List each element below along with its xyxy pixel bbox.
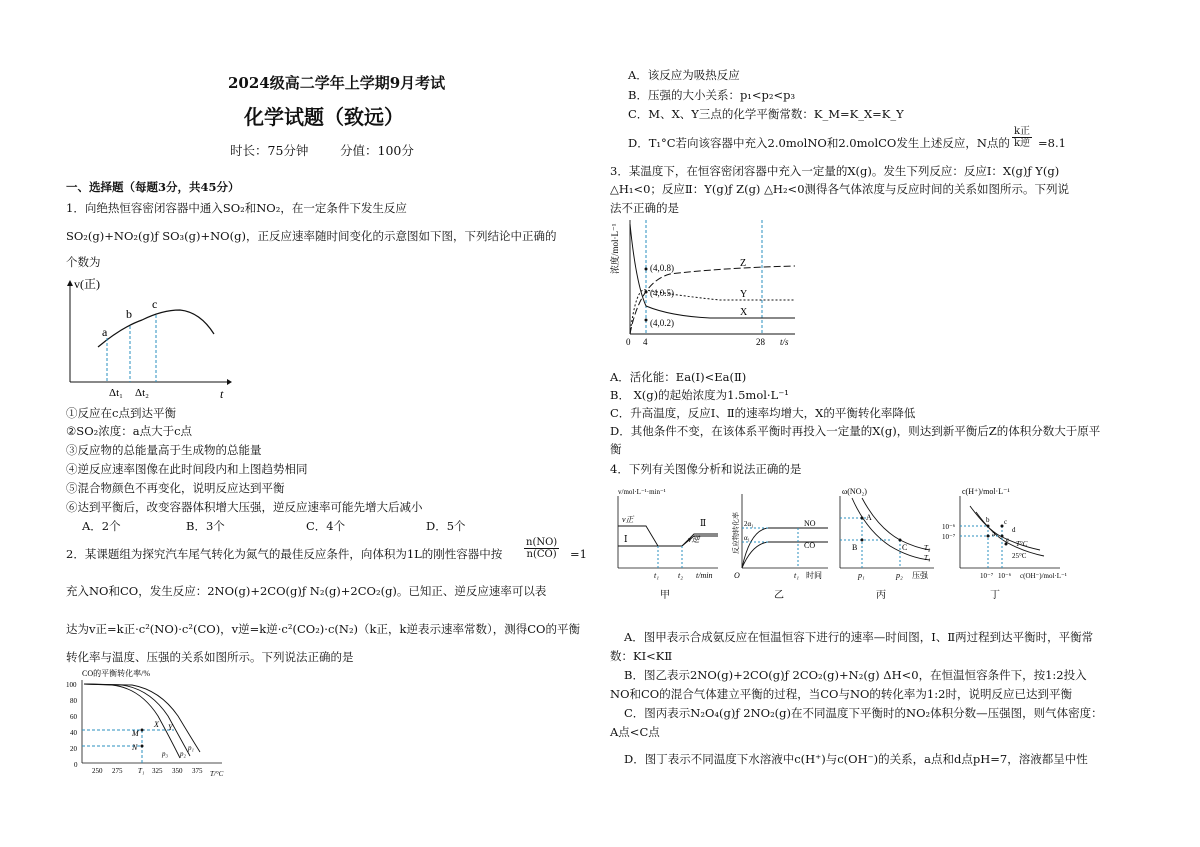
subject-title: 化学试题（致远） [244,105,404,129]
jia-t1: t₁ [654,571,660,580]
section1-heading: 一、选择题（每题3分，共45分） [66,180,240,194]
q2-label-M: M [132,729,139,738]
q3-curve-z-label: Z [740,258,747,269]
q1-point-c: c [152,297,158,311]
q2-xtick-375: 375 [192,767,203,775]
q2-xtick-325: 325 [152,767,163,775]
ding-pt-c: c [1004,518,1008,526]
jia-r1: Ⅰ [624,534,628,544]
q2-ytick-80: 80 [70,697,77,705]
q1-option-d[interactable]: D．5个 [426,519,466,533]
q3-option-d[interactable]: D．其他条件不变，在该体系平衡时再投入一定量的X(g)，则达到新平衡后Z的体积分数大于原平 [610,424,1101,438]
q3-option-d-cont: 衡 [610,442,622,456]
q1-equation: SO₂(g)+NO₂(g)ƒ SO₃(g)+NO(g)，正反应速率随时间变化的示意图如下图，下列结论中正确的 [66,229,557,243]
ding-25-label: 25°C [1012,552,1027,560]
exam-score: 分值：100分 [340,143,414,158]
bing-a: A [866,513,872,522]
q3-stem-line3: 法不正确的是 [610,201,679,215]
q2-ratio-value: =1 [570,547,587,561]
jia-v-zheng: v正 [622,515,634,524]
q4-option-b-cont: NO和CO的混合气体建立平衡的过程，当CO与NO的转化率为1:2时，说明反应已达到平衡 [610,687,1072,701]
q1-point-a: a [102,325,108,339]
bing-caption: 丙 [876,590,886,601]
q2-ytick-60: 60 [70,713,77,721]
exam-title: 2024级高二学年上学期9月考试 [228,74,446,92]
q2-option-d-den: k逆 [1014,138,1031,149]
q2-xtick-350: 350 [172,767,183,775]
q3-stem-line1: 3．某温度下，在恒容密闭容器中充入一定量的X(g)。发生下列反应：反应Ⅰ：X(g)ƒ Y(g) [610,164,1060,178]
q1-x-label: t [220,387,224,401]
bing-c: C [902,543,908,552]
ding-ytick-1: 10⁻⁶ [942,523,956,531]
q1-statement-3: ③反应物的总能量高于生成物的总能量 [66,443,262,457]
ding-pt-d: d [1012,526,1016,534]
q3-stem-line2: △H₁<0；反应Ⅱ：Y(g)ƒ Z(g) △H₂<0测得各气体浓度与反应时间的关系如图所示。下列说 [610,182,1070,196]
q4-option-a[interactable]: A．图甲表示合成氨反应在恒温恒容下进行的速率—时间图，Ⅰ、Ⅱ两过程到达平衡时，平衡常 [624,630,1094,644]
jia-caption: 甲 [660,590,670,601]
q1-statement-1: ①反应在c点到达平衡 [66,406,176,420]
q2-label-Y: Y [168,723,173,732]
yi-origin: O [734,571,740,580]
jia-r2: Ⅱ [700,518,707,528]
q1-dt1-label: Δt₁ [109,387,123,399]
q3-point2: (4,0.5) [650,288,674,298]
q1-rate-graph [62,272,232,402]
q1-statement-4: ④逆反应速率图像在此时间段内和上图趋势相同 [66,462,308,476]
bing-x-label: 压强 [912,571,928,580]
q1-y-label: v(正) [74,277,100,291]
yi-no-label: NO [804,519,816,528]
q2-option-d-num: k正 [1014,126,1031,137]
q2-stem-line3: 达为v正=k正·c²(NO)·c²(CO)，v逆=k逆·c²(CO₂)·c(N₂)（k正，k逆表示速率常数），测得CO的平衡 [66,622,580,636]
yi-x-label: 时间 [806,571,822,580]
q3-point1: (4,0.8) [650,263,674,273]
q1-option-b[interactable]: B．3个 [186,519,225,533]
q4-option-d[interactable]: D．图丁表示不同温度下水溶液中c(H⁺)与c(OH⁻)的关系，a点和d点pH=7，溶液都呈中性 [624,752,1088,766]
q1-dt2-label: Δt₂ [135,387,149,399]
q2-option-b[interactable]: B．压强的大小关系：p₁<p₂<p₃ [628,88,796,102]
jia-v-reverse [618,536,718,546]
q2-label-N: N [132,743,138,752]
q2-xtick-275: 275 [112,767,123,775]
q3-x-label: t/s [780,337,789,347]
q3-y-label: 浓度/mol·L⁻¹ [610,223,620,274]
q1-option-a[interactable]: A．2个 [82,519,121,533]
jia-t2: t₂ [678,571,684,580]
q3-xtick-4: 4 [643,337,648,347]
q2-option-a[interactable]: A．该反应为吸热反应 [628,68,740,82]
q3-option-c[interactable]: C．升高温度，反应Ⅰ、Ⅱ的速率均增大，X的平衡转化率降低 [610,406,916,420]
q3-option-b[interactable]: B． X(g)的起始浓度为1.5mol·L⁻¹ [610,388,789,402]
q3-curve-y-label: Y [740,289,748,300]
q2-label-p1: p₁ [188,744,194,752]
q4-graph-bing [830,484,940,604]
q2-option-d-fraction [1012,126,1032,149]
q1-stem-line1: 1．向绝热恒容密闭容器中通入SO₂和NO₂，在一定条件下发生反应 [66,201,407,215]
jia-x-label: t/min [696,571,713,580]
q2-ytick-40: 40 [70,729,77,737]
q1-statement-2: ②SO₂浓度：a点大于c点 [66,424,193,438]
bing-b: B [852,543,858,552]
q4-option-a-cont: 数：KⅠ<KⅡ [610,649,673,663]
ding-pt-b: b [986,516,990,524]
q4-option-c-cont: A点<C点 [610,725,660,739]
q3-concentration-graph [610,214,810,350]
q2-xtick-T1: T₁ [138,767,145,775]
bing-curve-t1 [852,498,930,560]
q2-ytick-0: 0 [74,761,78,769]
q3-curve-x-label: X [740,307,748,318]
q2-ytick-20: 20 [70,745,77,753]
q2-option-d-value: =8.1 [1038,136,1066,150]
q2-stem-line2: 充入NO和CO，发生反应：2NO(g)+2CO(g)ƒ N₂(g)+2CO₂(g)。已知正、逆反应速率可以表 [66,584,547,598]
ding-xtick-1: 10⁻⁷ [980,572,994,580]
q4-graph-jia [610,484,725,604]
yi-t1: t₁ [794,571,800,580]
q2-ratio-den: n(CO) [526,549,557,560]
ding-pt-a: a [992,530,996,538]
q2-option-d[interactable]: D．T₁°C若向该容器中充入2.0molNO和2.0molCO发生上述反应，N点的 [628,136,1010,150]
bing-p1: p₁ [858,571,865,580]
ding-xtick-2: 10⁻⁶ [998,572,1012,580]
bing-y-label: ω(NO₂) [842,487,867,496]
q2-ytick-100: 100 [66,681,77,689]
q2-option-c[interactable]: C．M、X、Y三点的化学平衡常数：K_M=K_X=K_Y [628,107,904,121]
ding-t-label: T°C [1016,540,1028,548]
ding-ytick-2: 10⁻⁷ [942,533,956,541]
q4-option-b[interactable]: B．图乙表示2NO(g)+2CO(g)ƒ 2CO₂(g)+N₂(g) ΔH<0，在恒温恒容条件下，按1:2投入 [624,668,1087,682]
q2-ratio-fraction [524,537,559,560]
q4-option-c[interactable]: C．图丙表示N₂O₄(g)ƒ 2NO₂(g)在不同温度下平衡时的NO₂体积分数—压强图，则气体密度： [624,706,1103,720]
q4-stem: 4．下列有关图像分析和说法正确的是 [610,462,802,476]
q4-graph-yi [728,484,838,604]
q4-graph-ding [940,484,1085,604]
jia-v-ni: v逆 [688,535,700,544]
ding-y-label: c(H⁺)/mol·L⁻¹ [962,487,1010,496]
q2-x-label: T/°C [210,770,224,778]
q2-stem-line4: 转化率与温度、压强的关系如图所示。下列说法正确的是 [66,650,354,664]
q3-xtick-28: 28 [756,337,765,347]
yi-alpha2: 2α₁ [744,520,754,528]
yi-co-label: CO [804,541,816,550]
q1-option-c[interactable]: C．4个 [306,519,346,533]
q2-label-X: X [154,720,159,729]
q2-stem-line1: 2．某课题组为探究汽车尾气转化为氮气的最佳反应条件，向体积为1L的刚性容器中按 [66,547,503,561]
q1-stem-line2: 个数为 [66,255,101,269]
q2-y-label: CO的平衡转化率/% [82,669,150,678]
exam-duration: 时长：75分钟 [230,143,309,158]
q3-option-a[interactable]: A．活化能：Ea(Ⅰ)<Ea(Ⅱ) [610,370,747,384]
q3-point3: (4,0.2) [650,318,674,328]
q2-label-p3: p₃ [162,750,168,758]
q1-statement-6: ⑥达到平衡后，改变容器体积增大压强，逆反应速率可能先增大后减小 [66,500,423,514]
q2-label-p2: p₂ [180,750,186,758]
q3-xtick-0: 0 [626,337,631,347]
bing-p2: p₂ [896,571,903,580]
q1-point-b: b [126,307,132,321]
ding-caption: 丁 [990,590,1000,601]
q2-xtick-250: 250 [92,767,103,775]
q1-statement-5: ⑤混合物颜色不再变化，说明反应达到平衡 [66,481,285,495]
bing-t1: T₁ [924,554,931,562]
yi-y-label: 反应物转化率 [732,512,740,554]
yi-caption: 乙 [774,590,784,601]
bing-curve-t2 [862,498,930,550]
bing-t2: T₂ [924,544,931,552]
q2-ratio-num: n(NO) [526,537,558,548]
yi-alpha1: α₁ [744,534,751,542]
q2-conversion-graph [62,666,242,778]
ding-pt-e: e [1006,536,1010,544]
jia-y-label: v/mol·L⁻¹·min⁻¹ [618,488,666,496]
ding-x-label: c(OH⁻)/mol·L⁻¹ [1020,572,1067,580]
